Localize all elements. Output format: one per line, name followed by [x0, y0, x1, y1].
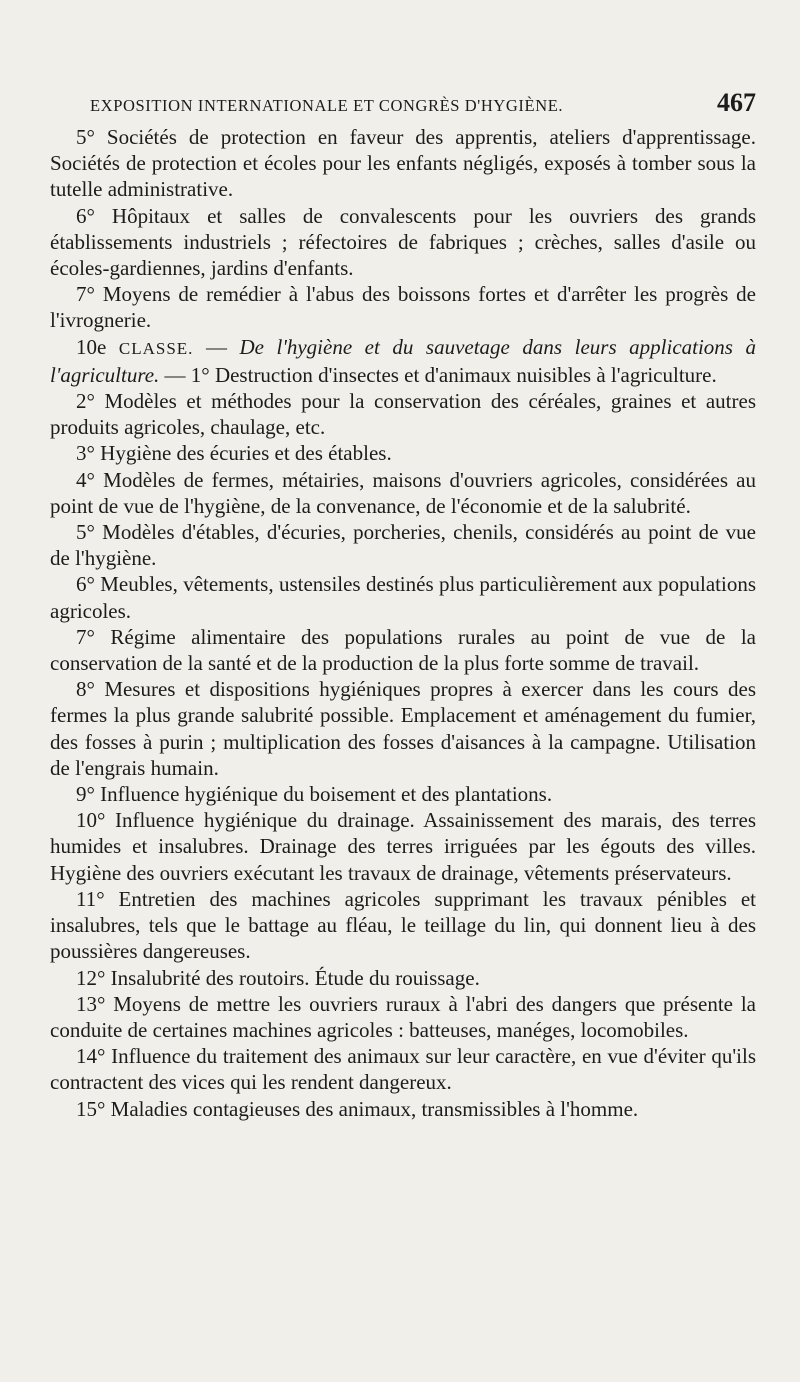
paragraph: 13° Moyens de mettre les ouvriers ruraux à l'abri des dangers que présente la conduite de certaines machines agricoles : batteuses, manéges, locomobiles.	[50, 991, 756, 1042]
paragraph: 7° Régime alimentaire des populations rurales au point de vue de la conservation de la santé et de la production de la plus forte somme de travail.	[50, 624, 756, 676]
paragraph: 5° Modèles d'étables, d'écuries, porcheries, chenils, considérés au point de vue de l'hygiène.	[50, 520, 756, 571]
class-label: CLASSE.	[118, 338, 194, 358]
paragraph: 5° Sociétés de protection en faveur des apprentis, ateliers d'apprentissage. Sociétés de protection et écoles pour les enfants négligés, exposés à tomber sous la tutelle administrative.	[50, 125, 756, 202]
body-text	[50, 124, 756, 1122]
paragraph: 8° Mesures et dispositions hygiéniques propres à exercer dans les cours des fermes la plus grande salubrité possible. Emplacement et aménagement du fumier, des fosses à purin ; multiplication des fosses d'aisances à la campagne. Utilisation de l'engrais humain.	[50, 677, 756, 780]
paragraph: 12° Insalubrité des routoirs. Étude du rouissage.	[76, 965, 480, 990]
class-dash: —	[193, 334, 240, 359]
paragraph: 10° Influence hygiénique du drainage. Assainissement des marais, des terres humides et insalubres. Drainage des terres irriguées par les égouts des villes. Hygiène des ouvriers exécutant les travaux de drainage, vêtements préservateurs.	[50, 808, 756, 885]
class-title: De l'hygiène et du sauvetage dans leurs applications à l'agriculture.	[50, 334, 757, 387]
paragraph: 15° Maladies contagieuses des animaux, transmissibles à l'homme.	[76, 1096, 639, 1121]
paragraph: 3° Hygiène des écuries et des étables.	[76, 441, 392, 466]
header-title: EXPOSITION INTERNATIONALE ET CONGRÈS D'HYGIÈNE.	[90, 96, 564, 115]
paragraph: 4° Modèles de fermes, métairies, maisons d'ouvriers agricoles, considérées au point de vue de l'hygiène, de la convenance, de l'économie et de la salubrité.	[50, 467, 756, 518]
paragraph: 6° Meubles, vêtements, ustensiles destinés plus particulièrement aux populations agricoles.	[50, 572, 756, 623]
class-first-item: — 1° Destruction d'insectes et d'animaux nuisibles à l'agriculture.	[159, 362, 717, 387]
page-number: 467	[717, 88, 756, 117]
paragraph: 6° Hôpitaux et salles de convalescents pour les ouvriers des grands établissements industriels ; réfectoires de fabriques ; crèches, salles d'asile ou écoles-gardiennes, jardins d'enfants.	[50, 203, 756, 281]
paragraph: 7° Moyens de remédier à l'abus des boissons fortes et d'arrêter les progrès de l'ivrognerie.	[50, 282, 756, 333]
class-number: 10e	[76, 334, 107, 359]
paragraph: 11° Entretien des machines agricoles supprimant les travaux pénibles et insalubres, tels que le battage au fléau, le teillage du lin, qui donnent lieu à des poussières dangereuses.	[50, 886, 756, 964]
running-header	[50, 88, 756, 118]
paragraph: 9° Influence hygiénique du boisement et des plantations.	[76, 782, 553, 807]
paragraph: 14° Influence du traitement des animaux sur leur caractère, en vue d'éviter qu'ils contractent des vices qui les rendent dangereux.	[50, 1044, 756, 1095]
class-heading-paragraph	[50, 334, 756, 388]
paragraph: 2° Modèles et méthodes pour la conservation des céréales, graines et autres produits agricoles, chaulage, etc.	[50, 389, 756, 440]
